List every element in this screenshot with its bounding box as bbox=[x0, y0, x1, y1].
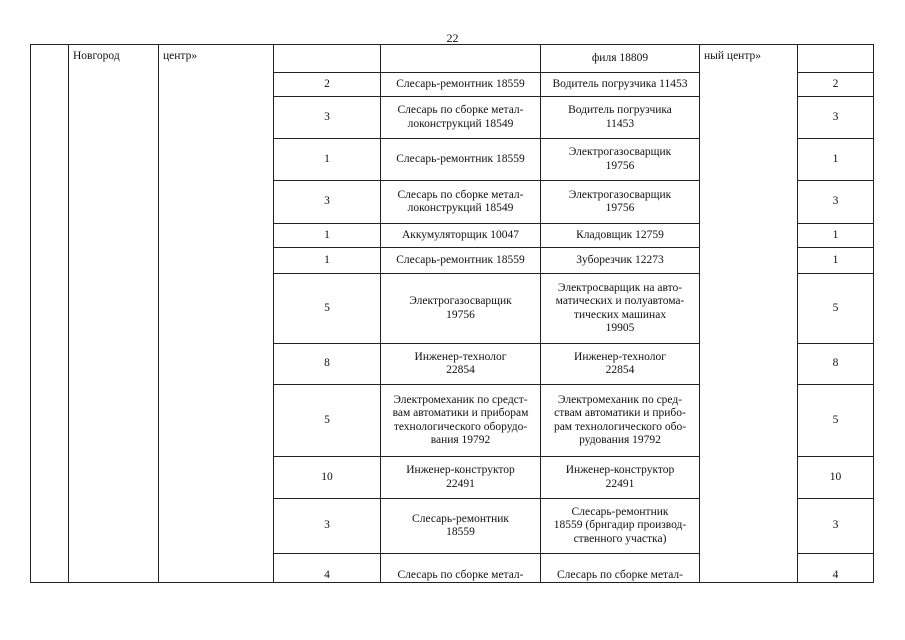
job-from-cell-line: локонструкций 18549 bbox=[407, 117, 514, 130]
qty2-cell: 1 bbox=[798, 224, 874, 248]
qty2-cell: 1 bbox=[798, 139, 874, 181]
job-to-cell bbox=[541, 274, 700, 344]
job-to-cell bbox=[541, 457, 700, 499]
job-to-cell-line: 19905 bbox=[605, 322, 635, 334]
job-to-cell-line: 11453 bbox=[605, 117, 635, 130]
center-cell: ный центр» bbox=[700, 45, 798, 583]
qty-cell bbox=[274, 45, 381, 73]
job-to-cell-line: Электромеханик по сред- bbox=[557, 393, 683, 406]
job-to-cell-line: ствам автоматики и прибо- bbox=[554, 407, 686, 419]
qty-cell: 10 bbox=[274, 457, 381, 499]
qty2-cell: 3 bbox=[798, 97, 874, 139]
job-to-cell bbox=[541, 248, 700, 274]
job-to-cell-line: рудования 19792 bbox=[579, 434, 661, 446]
qty-cell: 3 bbox=[274, 181, 381, 224]
job-from-cell-line: 22491 bbox=[446, 477, 475, 490]
job-from-cell-line: Электрогазосварщик bbox=[409, 295, 512, 307]
qty-cell: 3 bbox=[274, 499, 381, 554]
job-from-cell-line: Инженер-технолог bbox=[414, 350, 507, 363]
job-from-cell-line: Электромеханик по средст- bbox=[393, 393, 528, 406]
qty-cell: 5 bbox=[274, 385, 381, 457]
job-to-cell-line: Инженер-конструктор bbox=[565, 464, 675, 476]
qty-cell: 4 bbox=[274, 554, 381, 583]
job-from-cell bbox=[381, 274, 541, 344]
job-from-cell-line: Слесарь-ремонтник 18559 bbox=[396, 253, 525, 266]
qty2-cell: 3 bbox=[798, 181, 874, 224]
job-to-cell bbox=[541, 139, 700, 181]
qty-cell: 1 bbox=[274, 139, 381, 181]
job-from-cell bbox=[381, 45, 541, 73]
job-from-cell bbox=[381, 97, 541, 139]
job-to-cell-line: матических и полуавтома- bbox=[555, 295, 685, 307]
qty2-cell: 4 bbox=[798, 554, 874, 583]
job-to-cell-line: 22491 bbox=[605, 477, 635, 490]
qty2-cell: 5 bbox=[798, 385, 874, 457]
job-from-cell-line: локонструкций 18549 bbox=[407, 202, 514, 214]
qty2-cell: 10 bbox=[798, 457, 874, 499]
job-from-cell bbox=[381, 554, 541, 583]
job-to-cell-line: 22854 bbox=[605, 364, 635, 376]
job-from-cell-line: 22854 bbox=[446, 364, 475, 376]
qty-cell: 3 bbox=[274, 97, 381, 139]
job-to-cell-line: Кладовщик 12759 bbox=[576, 228, 664, 241]
qty2-cell: 2 bbox=[798, 73, 874, 97]
job-to-cell bbox=[541, 73, 700, 97]
job-to-cell-line: Инженер-технолог bbox=[574, 350, 666, 363]
job-from-cell-line: 19756 bbox=[446, 308, 475, 321]
job-from-cell bbox=[381, 457, 541, 499]
job-to-cell-line: ственного участка) bbox=[573, 532, 667, 545]
page-number: 22 bbox=[446, 31, 459, 45]
occupations-table bbox=[30, 44, 874, 583]
job-from-cell-line: Слесарь-ремонтник 18559 bbox=[396, 77, 525, 90]
job-from-cell-line: Слесарь по сборке метал- bbox=[397, 188, 524, 201]
job-to-cell-line: тических машинах bbox=[573, 308, 667, 321]
qty-cell: 1 bbox=[274, 224, 381, 248]
job-to-cell: филя 18809 bbox=[541, 45, 700, 73]
job-from-cell-line: 18559 bbox=[446, 526, 475, 538]
job-from-cell bbox=[381, 139, 541, 181]
job-to-cell-line: Водитель погрузчика 11453 bbox=[552, 77, 688, 90]
qty-cell: 1 bbox=[274, 248, 381, 274]
qty2-cell: 3 bbox=[798, 499, 874, 554]
job-from-cell bbox=[381, 224, 541, 248]
job-to-cell-line: Электрогазосварщик bbox=[568, 146, 672, 158]
job-from-cell-line: Слесарь по сборке метал- bbox=[397, 568, 524, 581]
job-to-cell-line: 18559 (бригадир производ- bbox=[553, 519, 687, 532]
qty-cell: 8 bbox=[274, 344, 381, 385]
organization-cell: центр» bbox=[159, 45, 274, 583]
job-from-cell-line: вания 19792 bbox=[430, 434, 491, 446]
job-to-cell bbox=[541, 344, 700, 385]
job-from-cell bbox=[381, 499, 541, 554]
job-to-cell-line: Слесарь по сборке метал- bbox=[557, 568, 683, 581]
job-to-cell-line: Электрогазосварщик bbox=[568, 188, 672, 201]
job-to-cell-line: 19756 bbox=[605, 202, 635, 214]
column-1-cell bbox=[31, 45, 69, 583]
job-to-cell bbox=[541, 385, 700, 457]
job-from-cell bbox=[381, 73, 541, 97]
table-row-header bbox=[31, 45, 874, 73]
job-to-cell bbox=[541, 181, 700, 224]
job-from-cell-line: Инженер-конструктор bbox=[406, 464, 515, 476]
job-from-cell bbox=[381, 181, 541, 224]
table-body bbox=[31, 45, 874, 583]
job-to-cell-line: 19756 bbox=[605, 159, 635, 172]
job-from-cell-line: Слесарь-ремонтник 18559 bbox=[396, 152, 525, 165]
qty2-cell bbox=[798, 45, 874, 73]
job-to-cell-line: Электросварщик на авто- bbox=[557, 281, 683, 294]
job-from-cell bbox=[381, 385, 541, 457]
job-to-cell-line: Слесарь-ремонтник bbox=[571, 505, 669, 518]
job-to-cell-line: Водитель погрузчика bbox=[568, 104, 672, 116]
qty2-cell: 8 bbox=[798, 344, 874, 385]
qty-cell: 2 bbox=[274, 73, 381, 97]
job-to-cell bbox=[541, 224, 700, 248]
job-to-cell bbox=[541, 97, 700, 139]
job-to-cell bbox=[541, 554, 700, 583]
job-to-cell-line: Зуборезчик 12273 bbox=[576, 253, 664, 266]
qty2-cell: 1 bbox=[798, 248, 874, 274]
qty-cell: 5 bbox=[274, 274, 381, 344]
job-from-cell-line: Аккумуляторщик 10047 bbox=[401, 228, 520, 241]
job-to-cell bbox=[541, 499, 700, 554]
job-from-cell-line: вам автоматики и приборам bbox=[392, 407, 529, 419]
job-from-cell-line: Слесарь-ремонтник bbox=[412, 512, 509, 525]
job-from-cell bbox=[381, 248, 541, 274]
region-cell: Новгород bbox=[69, 45, 159, 583]
job-from-cell-line: технологического оборудо- bbox=[393, 420, 528, 433]
job-from-cell bbox=[381, 344, 541, 385]
job-from-cell-line: Слесарь по сборке метал- bbox=[397, 104, 524, 116]
qty2-cell: 5 bbox=[798, 274, 874, 344]
job-to-cell-line: рам технологического обо- bbox=[553, 420, 687, 433]
